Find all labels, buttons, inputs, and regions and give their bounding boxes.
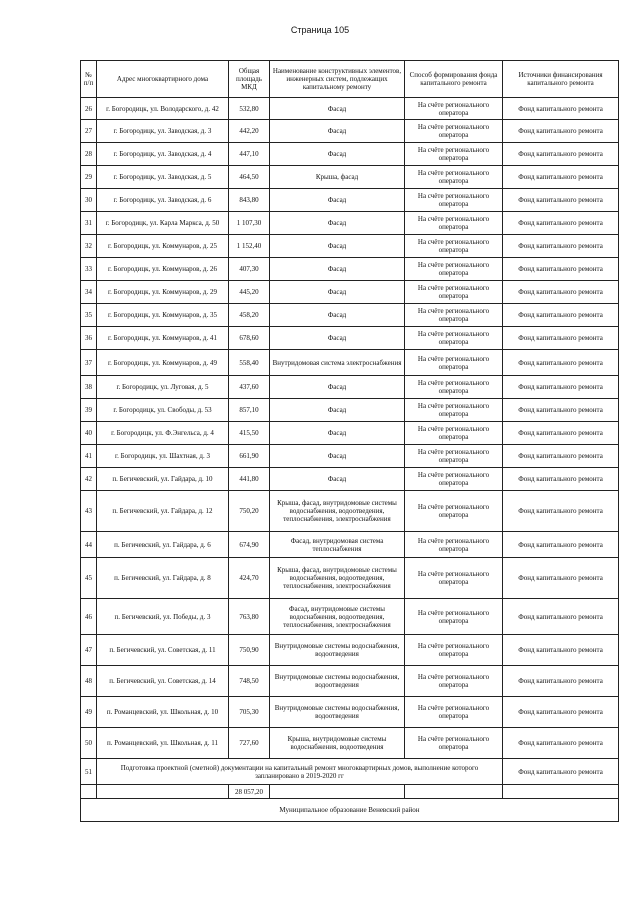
row-address: г. Богородицк, ул. Заводская, д. 6 <box>97 189 229 212</box>
row-source: Фонд капитального ремонта <box>503 327 619 350</box>
row-num: 38 <box>81 376 97 399</box>
row-address: г. Богородицк, ул. Коммунаров, д. 49 <box>97 350 229 376</box>
row-address: п. Романцевский, ул. Школьная, д. 11 <box>97 728 229 759</box>
row-method: На счёте регионального оператора <box>405 327 503 350</box>
row-num: 49 <box>81 697 97 728</box>
repair-program-table <box>80 60 619 822</box>
table-row <box>81 120 619 143</box>
table-row <box>81 468 619 491</box>
row-method: На счёте регионального оператора <box>405 635 503 666</box>
row-elements: Крыша, фасад, внутридомовые системы водоснабжения, водоотведения, теплоснабжения, электроснабжения <box>270 491 405 532</box>
row-area: 748,50 <box>229 666 270 697</box>
row-address: г. Богородицк, ул. Заводская, д. 4 <box>97 143 229 166</box>
row-num: 37 <box>81 350 97 376</box>
row-method: На счёте регионального оператора <box>405 491 503 532</box>
row-method: На счёте регионального оператора <box>405 258 503 281</box>
row-source: Фонд капитального ремонта <box>503 235 619 258</box>
col-header-address: Адрес многоквартирного дома <box>97 61 229 98</box>
row-area: 445,20 <box>229 281 270 304</box>
row-address: п. Бегичевский, ул. Советская, д. 11 <box>97 635 229 666</box>
row-elements: Фасад <box>270 422 405 445</box>
row-num: 47 <box>81 635 97 666</box>
table-row <box>81 558 619 599</box>
row-method: На счёте регионального оператора <box>405 422 503 445</box>
row-elements: Внутридомовая система электроснабжения <box>270 350 405 376</box>
row-num: 43 <box>81 491 97 532</box>
table-row <box>81 143 619 166</box>
row-elements: Фасад <box>270 376 405 399</box>
row-area: 750,20 <box>229 491 270 532</box>
row-source: Фонд капитального ремонта <box>503 304 619 327</box>
row-elements: Внутридомовые системы водоснабжения, водоотведения <box>270 697 405 728</box>
row-num: 34 <box>81 281 97 304</box>
row-method: На счёте регионального оператора <box>405 558 503 599</box>
table-row <box>81 98 619 120</box>
row-num: 32 <box>81 235 97 258</box>
row-method: На счёте регионального оператора <box>405 532 503 558</box>
row-address: г. Богородицк, ул. Коммунаров, д. 41 <box>97 327 229 350</box>
table-row <box>81 235 619 258</box>
row-method: На счёте регионального оператора <box>405 98 503 120</box>
row-num: 39 <box>81 399 97 422</box>
row-method: На счёте регионального оператора <box>405 235 503 258</box>
row-num: 31 <box>81 212 97 235</box>
row-method: На счёте регионального оператора <box>405 189 503 212</box>
row-num: 51 <box>81 759 97 785</box>
row-address: п. Бегичевский, ул. Гайдара, д. 8 <box>97 558 229 599</box>
row-source: Фонд капитального ремонта <box>503 376 619 399</box>
row-address: г. Богородицк, ул. Луговая, д. 5 <box>97 376 229 399</box>
row-source: Фонд капитального ремонта <box>503 399 619 422</box>
table-row-51 <box>81 759 619 785</box>
row-source: Фонд капитального ремонта <box>503 558 619 599</box>
row-source: Фонд капитального ремонта <box>503 532 619 558</box>
row-elements: Крыша, внутридомовые системы водоснабжения, водоотведения <box>270 728 405 759</box>
table-row <box>81 304 619 327</box>
row-num: 45 <box>81 558 97 599</box>
row-num: 48 <box>81 666 97 697</box>
design-documentation-text: Подготовка проектной (сметной) документации на капитальный ремонт многоквартирных домов, выполнение которого запланировано в 2019-2020 гг <box>97 759 503 785</box>
row-source: Фонд капитального ремонта <box>503 759 619 785</box>
col-header-elements: Наименование конструктивных элементов, инженерных систем, подлежащих капитальному ремонту <box>270 61 405 98</box>
row-num: 41 <box>81 445 97 468</box>
total-area: 28 057,20 <box>229 785 270 799</box>
row-address: п. Бегичевский, ул. Гайдара, д. 10 <box>97 468 229 491</box>
row-elements: Фасад <box>270 304 405 327</box>
row-area: 678,60 <box>229 327 270 350</box>
row-source: Фонд капитального ремонта <box>503 666 619 697</box>
row-address: п. Романцевский, ул. Школьная, д. 10 <box>97 697 229 728</box>
row-source: Фонд капитального ремонта <box>503 697 619 728</box>
row-address: п. Бегичевский, ул. Гайдара, д. 6 <box>97 532 229 558</box>
table-row <box>81 491 619 532</box>
row-method: На счёте регионального оператора <box>405 399 503 422</box>
row-elements: Фасад <box>270 399 405 422</box>
table-row <box>81 422 619 445</box>
row-num: 28 <box>81 143 97 166</box>
row-elements: Фасад <box>270 120 405 143</box>
row-address: г. Богородицк, ул. Заводская, д. 5 <box>97 166 229 189</box>
table-row <box>81 212 619 235</box>
row-method: На счёте регионального оператора <box>405 143 503 166</box>
row-num: 35 <box>81 304 97 327</box>
row-elements: Фасад <box>270 98 405 120</box>
row-elements: Фасад <box>270 189 405 212</box>
row-elements: Фасад, внутридомовая система теплоснабжения <box>270 532 405 558</box>
table-row <box>81 189 619 212</box>
row-address: г. Богородицк, ул. Коммунаров, д. 25 <box>97 235 229 258</box>
row-num: 30 <box>81 189 97 212</box>
row-source: Фонд капитального ремонта <box>503 258 619 281</box>
row-address: г. Богородицк, ул. Коммунаров, д. 26 <box>97 258 229 281</box>
row-area: 407,30 <box>229 258 270 281</box>
row-num: 36 <box>81 327 97 350</box>
table-row <box>81 376 619 399</box>
row-area: 532,80 <box>229 98 270 120</box>
row-elements: Внутридомовые системы водоснабжения, водоотведения <box>270 666 405 697</box>
row-elements: Внутридомовые системы водоснабжения, водоотведения <box>270 635 405 666</box>
col-header-method: Способ формирования фонда капитального ремонта <box>405 61 503 98</box>
row-method: На счёте регионального оператора <box>405 212 503 235</box>
row-address: г. Богородицк, ул. Карла Маркса, д. 50 <box>97 212 229 235</box>
total-row <box>81 785 619 799</box>
row-address: г. Богородицк, ул. Свободы, д. 53 <box>97 399 229 422</box>
row-area: 464,50 <box>229 166 270 189</box>
row-source: Фонд капитального ремонта <box>503 468 619 491</box>
row-source: Фонд капитального ремонта <box>503 212 619 235</box>
row-address: г. Богородицк, ул. Шахтная, д. 3 <box>97 445 229 468</box>
row-area: 1 107,30 <box>229 212 270 235</box>
row-method: На счёте регионального оператора <box>405 728 503 759</box>
table-row <box>81 635 619 666</box>
row-source: Фонд капитального ремонта <box>503 120 619 143</box>
col-header-sources: Источники финансирования капитального ремонта <box>503 61 619 98</box>
row-elements: Фасад, внутридомовые системы водоснабжения, водоотведения, теплоснабжения, электроснабжения <box>270 599 405 635</box>
row-elements: Фасад <box>270 212 405 235</box>
row-method: На счёте регионального оператора <box>405 666 503 697</box>
row-area: 705,30 <box>229 697 270 728</box>
row-num: 50 <box>81 728 97 759</box>
row-address: г. Богородицк, ул. Заводская, д. 3 <box>97 120 229 143</box>
row-source: Фонд капитального ремонта <box>503 491 619 532</box>
row-source: Фонд капитального ремонта <box>503 422 619 445</box>
row-method: На счёте регионального оператора <box>405 281 503 304</box>
col-header-area: Общая площадь МКД <box>229 61 270 98</box>
row-num: 46 <box>81 599 97 635</box>
table-header-row <box>81 61 619 98</box>
row-elements: Фасад <box>270 327 405 350</box>
row-area: 442,20 <box>229 120 270 143</box>
row-num: 42 <box>81 468 97 491</box>
row-method: На счёте регионального оператора <box>405 350 503 376</box>
row-elements: Фасад <box>270 235 405 258</box>
row-elements: Фасад <box>270 445 405 468</box>
row-address: п. Бегичевский, ул. Гайдара, д. 12 <box>97 491 229 532</box>
table-row <box>81 728 619 759</box>
section-row <box>81 799 619 822</box>
row-source: Фонд капитального ремонта <box>503 350 619 376</box>
row-address: п. Бегичевский, ул. Победы, д. 3 <box>97 599 229 635</box>
row-method: На счёте регионального оператора <box>405 468 503 491</box>
row-area: 558,40 <box>229 350 270 376</box>
row-area: 763,80 <box>229 599 270 635</box>
row-address: г. Богородицк, ул. Ф.Энгельса, д. 4 <box>97 422 229 445</box>
page-number-label: Страница 105 <box>290 25 350 35</box>
row-elements: Фасад <box>270 258 405 281</box>
row-address: г. Богородицк, ул. Володарского, д. 42 <box>97 98 229 120</box>
row-source: Фонд капитального ремонта <box>503 143 619 166</box>
row-source: Фонд капитального ремонта <box>503 728 619 759</box>
row-source: Фонд капитального ремонта <box>503 445 619 468</box>
row-method: На счёте регионального оператора <box>405 166 503 189</box>
table-row <box>81 666 619 697</box>
row-area: 674,90 <box>229 532 270 558</box>
row-area: 437,60 <box>229 376 270 399</box>
row-elements: Крыша, фасад, внутридомовые системы водоснабжения, водоотведения, теплоснабжения, электроснабжения <box>270 558 405 599</box>
row-elements: Фасад <box>270 468 405 491</box>
row-num: 27 <box>81 120 97 143</box>
row-num: 26 <box>81 98 97 120</box>
row-area: 843,80 <box>229 189 270 212</box>
row-elements: Фасад <box>270 143 405 166</box>
row-source: Фонд капитального ремонта <box>503 98 619 120</box>
row-num: 33 <box>81 258 97 281</box>
table-row <box>81 327 619 350</box>
row-source: Фонд капитального ремонта <box>503 599 619 635</box>
row-source: Фонд капитального ремонта <box>503 281 619 304</box>
table-row <box>81 166 619 189</box>
row-method: На счёте регионального оператора <box>405 697 503 728</box>
row-area: 750,90 <box>229 635 270 666</box>
row-area: 661,90 <box>229 445 270 468</box>
row-address: г. Богородицк, ул. Коммунаров, д. 35 <box>97 304 229 327</box>
row-method: На счёте регионального оператора <box>405 120 503 143</box>
row-area: 727,60 <box>229 728 270 759</box>
row-elements: Крыша, фасад <box>270 166 405 189</box>
table-row <box>81 532 619 558</box>
row-area: 441,80 <box>229 468 270 491</box>
table-row <box>81 697 619 728</box>
row-source: Фонд капитального ремонта <box>503 189 619 212</box>
table-row <box>81 599 619 635</box>
table-row <box>81 399 619 422</box>
row-num: 44 <box>81 532 97 558</box>
table-row <box>81 445 619 468</box>
row-method: На счёте регионального оператора <box>405 376 503 399</box>
table-row <box>81 281 619 304</box>
row-source: Фонд капитального ремонта <box>503 166 619 189</box>
table-row <box>81 258 619 281</box>
row-area: 447,10 <box>229 143 270 166</box>
row-method: На счёте регионального оператора <box>405 599 503 635</box>
section-title: Муниципальное образование Веневский район <box>81 799 619 822</box>
row-address: п. Бегичевский, ул. Советская, д. 14 <box>97 666 229 697</box>
col-header-num: № п/п <box>81 61 97 98</box>
row-address: г. Богородицк, ул. Коммунаров, д. 29 <box>97 281 229 304</box>
row-area: 857,10 <box>229 399 270 422</box>
row-method: На счёте регионального оператора <box>405 304 503 327</box>
row-method: На счёте регионального оператора <box>405 445 503 468</box>
row-num: 29 <box>81 166 97 189</box>
row-area: 458,20 <box>229 304 270 327</box>
row-area: 1 152,40 <box>229 235 270 258</box>
row-source: Фонд капитального ремонта <box>503 635 619 666</box>
row-num: 40 <box>81 422 97 445</box>
row-area: 424,70 <box>229 558 270 599</box>
table-row <box>81 350 619 376</box>
row-elements: Фасад <box>270 281 405 304</box>
row-area: 415,50 <box>229 422 270 445</box>
